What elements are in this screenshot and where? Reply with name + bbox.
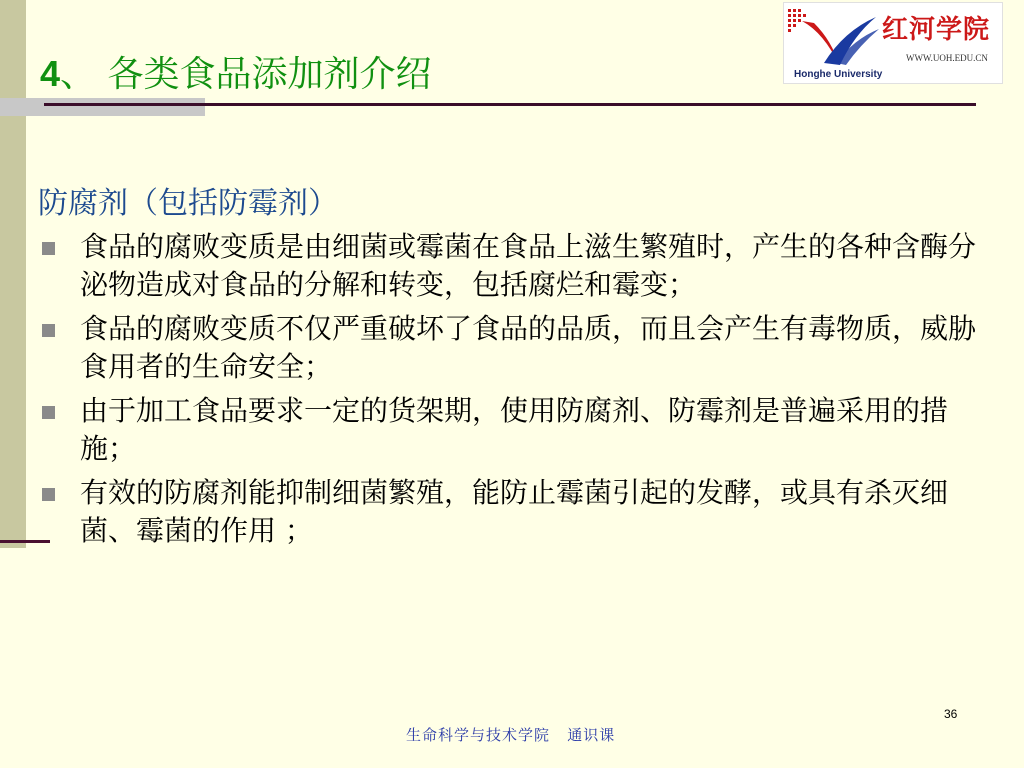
title-number: 4 (40, 53, 61, 94)
slide-title (40, 46, 431, 97)
logo-name-cn: 红河学院 (882, 15, 991, 45)
title-rule-gray (0, 98, 205, 116)
bullet-item (42, 392, 982, 468)
logo-name-en: Honghe University (794, 69, 883, 80)
square-bullet-icon (42, 406, 55, 419)
square-bullet-icon (42, 324, 55, 337)
bullet-text: 由于加工食品要求一定的货架期，使用防腐剂、防霉剂是普遍采用的措施； (80, 394, 949, 465)
left-accent-bar (0, 0, 26, 548)
square-bullet-icon (42, 242, 55, 255)
bullet-item (42, 310, 982, 386)
bullet-text: 有效的防腐剂能抑制细菌繁殖，能防止霉菌引起的发酵，或具有杀灭细菌、霉菌的作用 ； (80, 476, 949, 547)
section-subheading: 防腐剂（包括防霉剂） (38, 186, 338, 221)
bullet-list (42, 228, 982, 556)
logo-url: WWW.UOH.EDU.CN (906, 53, 988, 63)
university-logo (783, 2, 1003, 84)
title-text: 、 各类食品添加剂介绍 (60, 54, 432, 95)
title-rule (44, 103, 976, 106)
page-number: 36 (944, 707, 958, 721)
bullet-item (42, 228, 982, 304)
square-bullet-icon (42, 488, 55, 501)
footer-text: 生命科学与技术学院 通识课 (406, 726, 616, 744)
bullet-item (42, 474, 982, 550)
bullet-text: 食品的腐败变质是由细菌或霉菌在食品上滋生繁殖时，产生的各种含酶分泌物造成对食品的分解和转变，包括腐烂和霉变； (80, 230, 977, 301)
bullet-text: 食品的腐败变质不仅严重破坏了食品的品质，而且会产生有毒物质，威胁食用者的生命安全； (80, 312, 977, 383)
